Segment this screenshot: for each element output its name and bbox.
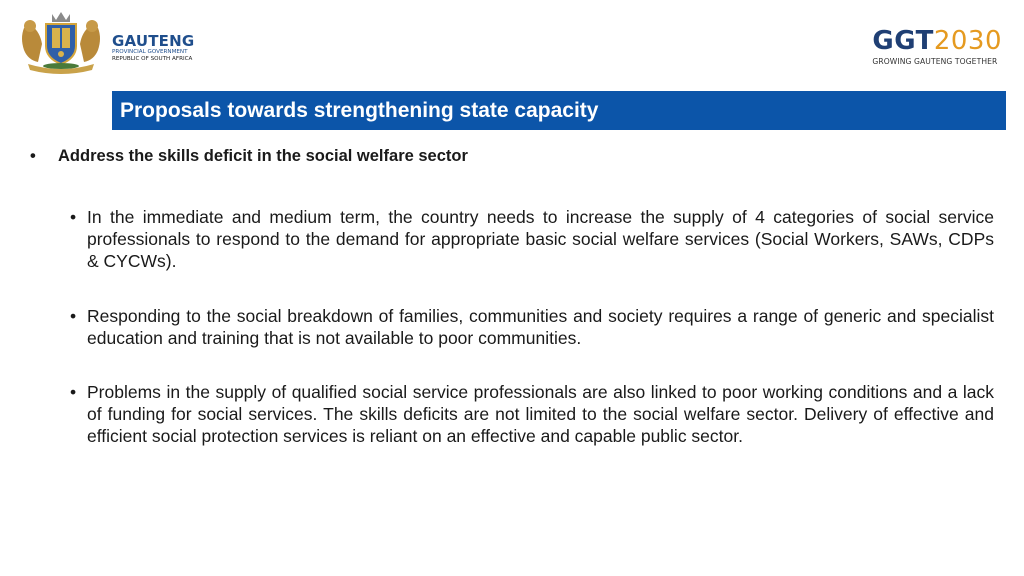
bullet-dot-icon: • (70, 382, 77, 402)
gauteng-line1: PROVINCIAL GOVERNMENT (112, 49, 188, 55)
sub-bullet-text: Problems in the supply of qualified social service professionals are also linked to poor working conditions and a lack of funding for social services. The skills deficits are not limited to the social welfare sector. Delivery of effective and efficient social protection services is reliant on an effective and capable public sector. (87, 382, 994, 446)
sub-bullet (70, 381, 994, 447)
gauteng-line2: REPUBLIC OF SOUTH AFRICA (112, 56, 193, 62)
bullet-dot-icon: • (70, 207, 77, 227)
gauteng-name: GAUTENG (112, 32, 195, 50)
ggt-part1: GGT (872, 26, 934, 56)
ggt-part2: 2030 (933, 26, 1002, 56)
sub-bullet-text: In the immediate and medium term, the country needs to increase the supply of 4 categories of social service professionals to respond to the demand for appropriate basic social welfare services (Social Workers, SAWs, CDPs & CYCWs). (87, 207, 994, 271)
sub-bullet-text: Responding to the social breakdown of families, communities and society requires a range of generic and specialist education and training that is not available to poor communities. (87, 306, 994, 348)
main-bullet-text: Address the skills deficit in the social welfare sector (58, 147, 468, 165)
sub-bullet (70, 305, 994, 349)
title-bar (112, 91, 1006, 130)
ggt-tagline: GROWING GAUTENG TOGETHER (872, 57, 998, 66)
sub-bullet (70, 206, 994, 272)
slide-title: Proposals towards strengthening state capacity (120, 98, 599, 122)
coat-of-arms-logo (16, 8, 106, 74)
bullet-dot-icon: • (70, 306, 77, 326)
bullet-dot-icon: • (30, 147, 36, 165)
ggt2030-logo (872, 27, 1002, 66)
gauteng-logo-text (112, 33, 194, 63)
